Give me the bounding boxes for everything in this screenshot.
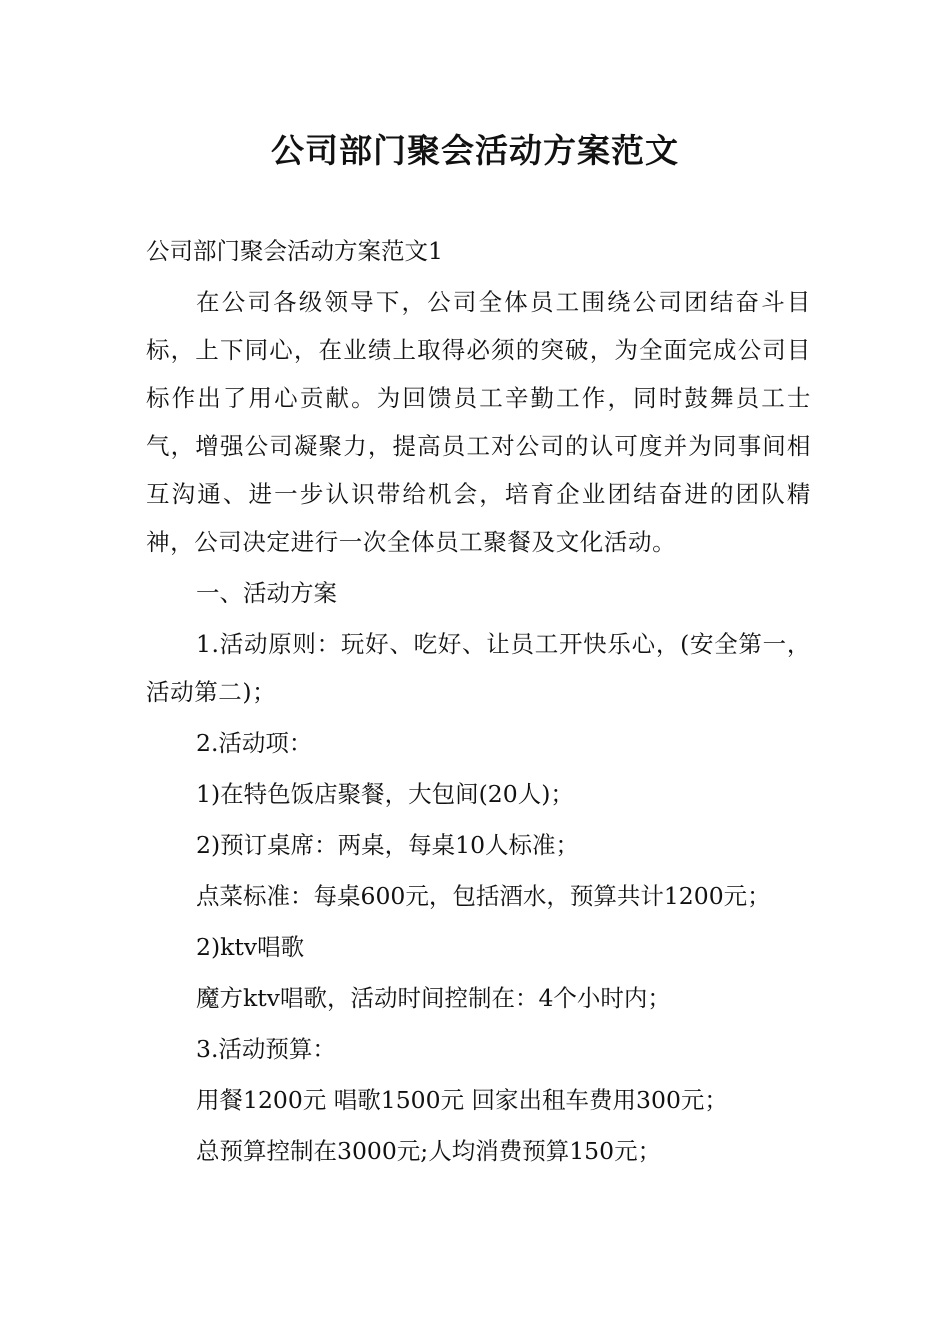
document-body xyxy=(146,227,811,1175)
list-item: 魔方ktv唱歌，活动时间控制在：4个小时内； xyxy=(196,984,671,1012)
list-item: 1)在特色饭店聚餐，大包间(20人)； xyxy=(196,780,574,808)
list-item: 1.活动原则：玩好、吃好、让员工开快乐心，(安全第一，活动第二)； xyxy=(146,630,811,706)
section-heading: 一、活动方案 xyxy=(196,579,337,607)
list-item: 用餐1200元 唱歌1500元 回家出租车费用300元； xyxy=(196,1086,728,1114)
list-item: 2)ktv唱歌 xyxy=(196,933,305,961)
list-item: 2.活动项： xyxy=(196,729,313,757)
subtitle: 公司部门聚会活动方案范文1 xyxy=(146,237,443,265)
document-title: 公司部门聚会活动方案范文 xyxy=(271,131,679,170)
intro-paragraph: 在公司各级领导下，公司全体员工围绕公司团结奋斗目标，上下同心，在业绩上取得必须的突破，为全面完成公司目标作出了用心贡献。为回馈员工辛勤工作，同时鼓舞员工士气，增强公司凝聚力，提高员工对公司的认可度并为同事间相互沟通、进一步认识带给机会，培育企业团结奋进的团队精神，公司决定进行一次全体员工聚餐及文化活动。 xyxy=(146,288,811,556)
list-item: 3.活动预算： xyxy=(196,1035,336,1063)
list-item: 2)预订桌席：两桌，每桌10人标准； xyxy=(196,831,580,859)
list-item: 总预算控制在3000元;人均消费预算150元； xyxy=(196,1137,662,1165)
list-item: 点菜标准：每桌600元，包括酒水，预算共计1200元； xyxy=(196,882,771,910)
